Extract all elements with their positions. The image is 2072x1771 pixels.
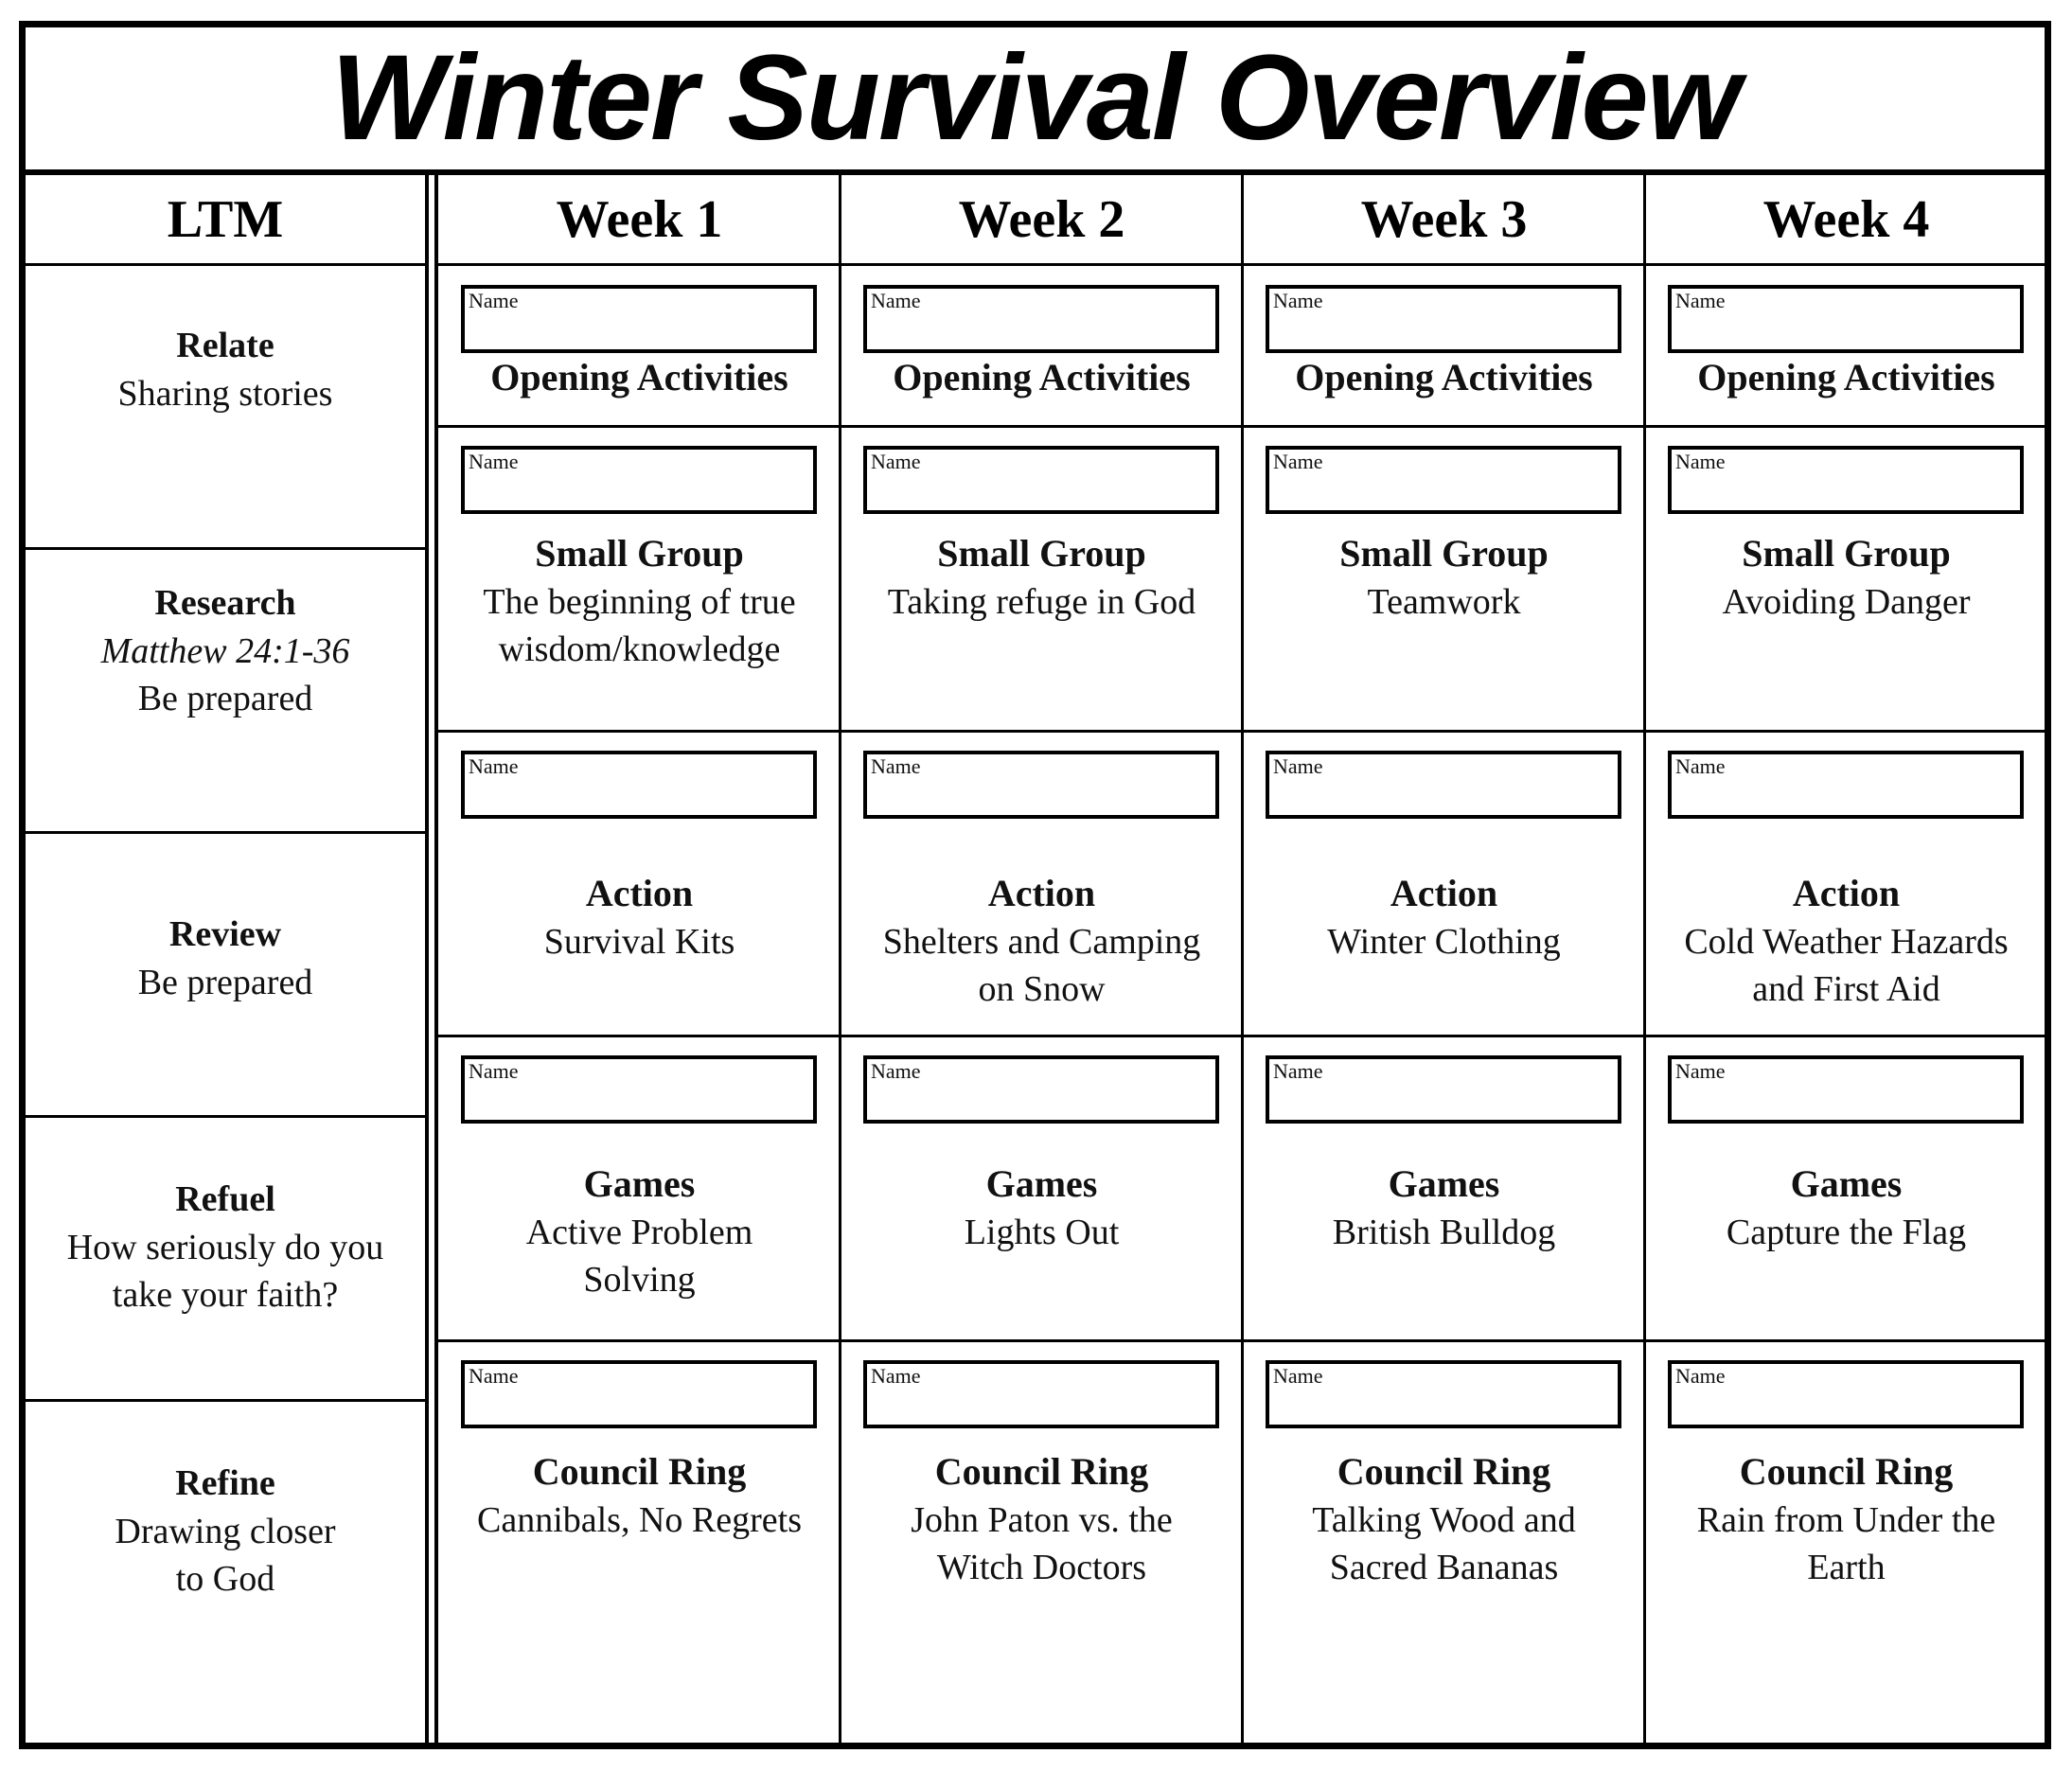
row-line bbox=[438, 730, 2045, 733]
ltm-row-title: Refuel bbox=[175, 1179, 275, 1219]
ltm-row-text: Drawing closer bbox=[115, 1512, 336, 1551]
activity-cell bbox=[841, 1036, 1243, 1341]
name-label: Name bbox=[469, 1364, 519, 1388]
activity-title: Council Ring bbox=[532, 1450, 747, 1493]
activity-description: Shelters and Camping bbox=[882, 922, 1201, 962]
activity-description: wisdom/knowledge bbox=[498, 629, 781, 669]
activity-description: Talking Wood and bbox=[1312, 1500, 1576, 1540]
name-label: Name bbox=[871, 289, 921, 312]
ltm-row-text: take your faith? bbox=[112, 1275, 339, 1315]
activity-cell bbox=[1645, 1036, 2047, 1341]
name-input[interactable] bbox=[461, 1055, 817, 1124]
activity-cell bbox=[438, 266, 841, 427]
name-input[interactable] bbox=[1266, 751, 1621, 819]
ltm-row-refine bbox=[26, 1402, 425, 1682]
name-input[interactable] bbox=[461, 285, 817, 353]
activity-description: Cannibals, No Regrets bbox=[476, 1500, 802, 1540]
activity-cell bbox=[1243, 266, 1645, 427]
week-header: Week 4 bbox=[1645, 175, 2047, 266]
activity-description: Active Problem bbox=[525, 1213, 753, 1252]
activity-description: Solving bbox=[583, 1260, 696, 1300]
activity-description: Sacred Bananas bbox=[1329, 1548, 1559, 1587]
name-label: Name bbox=[469, 450, 519, 473]
activity-title: Small Group bbox=[1742, 532, 1951, 575]
activity-description: Cold Weather Hazards bbox=[1684, 922, 2009, 962]
activity-title: Opening Activities bbox=[490, 356, 788, 398]
ltm-row-title: Research bbox=[154, 583, 296, 623]
activity-description: Rain from Under the bbox=[1696, 1500, 1996, 1540]
name-label: Name bbox=[1675, 754, 1726, 778]
name-label: Name bbox=[1675, 289, 1726, 312]
activity-description: Earth bbox=[1807, 1548, 1886, 1587]
ltm-row-text: Be prepared bbox=[137, 963, 313, 1002]
activity-title: Opening Activities bbox=[893, 356, 1191, 398]
activity-title: Games bbox=[583, 1162, 696, 1205]
activity-cell bbox=[438, 427, 841, 732]
ltm-row-text: Matthew 24:1-36 bbox=[100, 631, 350, 671]
activity-title: Games bbox=[1790, 1162, 1903, 1205]
activity-cell bbox=[841, 1341, 1243, 1678]
activity-description: Lights Out bbox=[964, 1213, 1120, 1252]
name-input[interactable] bbox=[1266, 1360, 1621, 1428]
week-header: Week 1 bbox=[438, 175, 841, 266]
activity-description: British Bulldog bbox=[1332, 1213, 1556, 1252]
ltm-row-text: Sharing stories bbox=[117, 374, 333, 414]
name-input[interactable] bbox=[1668, 751, 2024, 819]
week-header: Week 2 bbox=[841, 175, 1243, 266]
name-label: Name bbox=[1273, 1059, 1323, 1083]
activity-cell bbox=[438, 1036, 841, 1341]
name-label: Name bbox=[871, 754, 921, 778]
ltm-row-refuel bbox=[26, 1118, 425, 1402]
ltm-row-title: Review bbox=[168, 914, 282, 954]
activity-cell bbox=[1243, 1036, 1645, 1341]
name-input[interactable] bbox=[1266, 1055, 1621, 1124]
activity-description: Witch Doctors bbox=[936, 1548, 1147, 1587]
activity-title: Small Group bbox=[1339, 532, 1549, 575]
name-label: Name bbox=[1675, 1059, 1726, 1083]
activity-title: Small Group bbox=[937, 532, 1146, 575]
activity-cell bbox=[1243, 427, 1645, 732]
activity-description: and First Aid bbox=[1752, 969, 1940, 1009]
name-input[interactable] bbox=[1266, 446, 1621, 514]
name-input[interactable] bbox=[863, 285, 1219, 353]
row-line bbox=[438, 1035, 2045, 1037]
name-input[interactable] bbox=[863, 1055, 1219, 1124]
name-label: Name bbox=[871, 1059, 921, 1083]
name-label: Name bbox=[1273, 1364, 1323, 1388]
ltm-header: LTM bbox=[26, 175, 425, 266]
name-input[interactable] bbox=[863, 1360, 1219, 1428]
activity-description: Survival Kits bbox=[543, 922, 735, 962]
activity-cell bbox=[841, 427, 1243, 732]
ltm-column bbox=[26, 175, 425, 1743]
weeks-grid bbox=[438, 175, 2045, 1743]
name-input[interactable] bbox=[1668, 446, 2024, 514]
name-input[interactable] bbox=[1668, 1055, 2024, 1124]
name-input[interactable] bbox=[461, 446, 817, 514]
activity-cell bbox=[841, 266, 1243, 427]
ltm-row-review bbox=[26, 834, 425, 1118]
ltm-row-text: How seriously do you bbox=[66, 1228, 384, 1267]
page-title: Winter Survival Overview bbox=[330, 30, 1740, 166]
activity-title: Games bbox=[1388, 1162, 1500, 1205]
activity-title: Action bbox=[585, 872, 694, 914]
activity-title: Council Ring bbox=[1337, 1450, 1551, 1493]
ltm-row-text: to God bbox=[175, 1559, 275, 1599]
name-input[interactable] bbox=[461, 751, 817, 819]
activity-description: The beginning of true bbox=[483, 582, 796, 622]
activity-cell bbox=[1645, 427, 2047, 732]
name-label: Name bbox=[1675, 450, 1726, 473]
activity-cell bbox=[438, 1341, 841, 1678]
activity-title: Action bbox=[1792, 872, 1901, 914]
name-label: Name bbox=[871, 1364, 921, 1388]
name-label: Name bbox=[469, 289, 519, 312]
activity-description: Taking refuge in God bbox=[887, 582, 1196, 622]
ltm-row-relate bbox=[26, 266, 425, 550]
column-divider bbox=[425, 175, 429, 1743]
activity-cell bbox=[1645, 266, 2047, 427]
ltm-row-research bbox=[26, 550, 425, 834]
name-label: Name bbox=[469, 1059, 519, 1083]
activity-title: Action bbox=[1390, 872, 1498, 914]
activity-cell bbox=[1645, 1341, 2047, 1678]
activity-title: Council Ring bbox=[934, 1450, 1149, 1493]
name-label: Name bbox=[1273, 289, 1323, 312]
activity-title: Opening Activities bbox=[1697, 356, 1995, 398]
activity-title: Opening Activities bbox=[1295, 356, 1593, 398]
activity-cell bbox=[841, 732, 1243, 1036]
activity-description: John Paton vs. the bbox=[911, 1500, 1173, 1540]
title-bar bbox=[26, 27, 2045, 175]
name-label: Name bbox=[1273, 754, 1323, 778]
activity-description: Avoiding Danger bbox=[1722, 582, 1971, 622]
activity-title: Games bbox=[985, 1162, 1098, 1205]
activity-description: Capture the Flag bbox=[1726, 1213, 1967, 1252]
activity-title: Action bbox=[987, 872, 1096, 914]
name-label: Name bbox=[469, 754, 519, 778]
name-input[interactable] bbox=[1668, 285, 2024, 353]
activity-title: Small Group bbox=[535, 532, 744, 575]
name-label: Name bbox=[871, 450, 921, 473]
overview-frame bbox=[19, 21, 2051, 1749]
name-label: Name bbox=[1675, 1364, 1726, 1388]
activity-cell bbox=[1243, 732, 1645, 1036]
name-input[interactable] bbox=[1668, 1360, 2024, 1428]
activity-cell bbox=[1645, 732, 2047, 1036]
name-input[interactable] bbox=[863, 446, 1219, 514]
activity-title: Council Ring bbox=[1739, 1450, 1954, 1493]
activity-cell bbox=[438, 732, 841, 1036]
name-input[interactable] bbox=[1266, 285, 1621, 353]
ltm-row-title: Relate bbox=[176, 326, 274, 365]
row-line bbox=[438, 425, 2045, 428]
name-input[interactable] bbox=[461, 1360, 817, 1428]
ltm-row-title: Refine bbox=[175, 1463, 275, 1503]
name-label: Name bbox=[1273, 450, 1323, 473]
week-header: Week 3 bbox=[1243, 175, 1645, 266]
activity-description: Teamwork bbox=[1367, 582, 1521, 622]
activity-description: on Snow bbox=[978, 969, 1106, 1009]
ltm-row-text: Be prepared bbox=[137, 679, 313, 718]
activity-cell bbox=[1243, 1341, 1645, 1678]
activity-description: Winter Clothing bbox=[1327, 922, 1561, 962]
row-line bbox=[438, 1339, 2045, 1342]
name-input[interactable] bbox=[863, 751, 1219, 819]
